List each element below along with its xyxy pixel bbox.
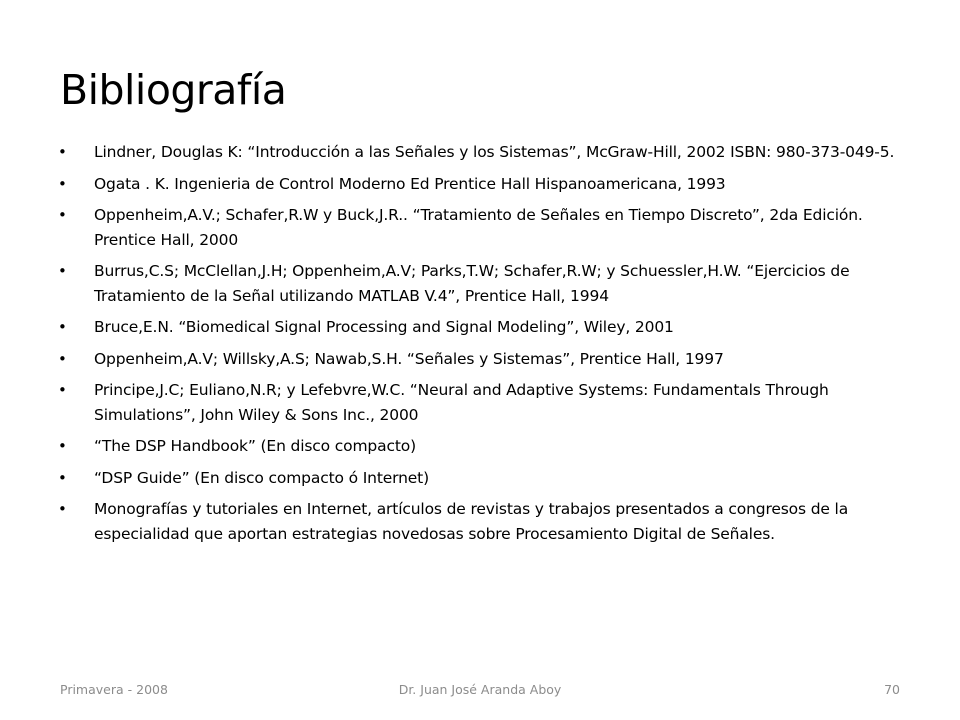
bullet-icon: • bbox=[58, 262, 67, 280]
bullet-icon: • bbox=[58, 381, 67, 399]
reference-text: Monografías y tutoriales en Internet, artículos de revistas y trabajos presentados a congresos de la especialidad que aportan estrategias novedosas sobre Procesamiento Digital de Señales. bbox=[94, 500, 849, 543]
reference-item bbox=[58, 140, 900, 165]
reference-item bbox=[58, 466, 900, 491]
reference-text: Bruce,E.N. “Biomedical Signal Processing and Signal Modeling”, Wiley, 2001 bbox=[94, 318, 674, 336]
reference-text: “The DSP Handbook” (En disco compacto) bbox=[94, 437, 417, 455]
reference-item bbox=[58, 434, 900, 459]
bullet-icon: • bbox=[58, 500, 67, 518]
bullet-icon: • bbox=[58, 318, 67, 336]
reference-text: Oppenheim,A.V; Willsky,A.S; Nawab,S.H. “Señales y Sistemas”, Prentice Hall, 1997 bbox=[94, 349, 724, 368]
footer-date: Primavera - 2008 bbox=[60, 682, 168, 697]
reference-item bbox=[58, 497, 900, 546]
bullet-icon: • bbox=[58, 143, 67, 161]
reference-item bbox=[58, 259, 900, 308]
reference-text: Burrus,C.S; McClellan,J.H; Oppenheim,A.V; Parks,T.W; Schafer,R.W; y Schuessler,H.W. “Ejercicios de Tratamiento de la Señal utilizando MATLAB V.4”, Prentice Hall, 1994 bbox=[94, 262, 850, 305]
bibliography-list bbox=[58, 140, 900, 553]
reference-text: Lindner, Douglas K: “Introducción a las Señales y los Sistemas”, McGraw-Hill, 2002 ISBN: 980-373-049-5. bbox=[94, 143, 895, 161]
slide-title: Bibliografía bbox=[60, 66, 287, 114]
reference-text: Oppenheim,A.V.; Schafer,R.W y Buck,J.R.. “Tratamiento de Señales en Tiempo Discreto”, 2da Edición. Prentice Hall, 2000 bbox=[94, 206, 863, 249]
bullet-icon: • bbox=[58, 437, 67, 455]
bullet-icon: • bbox=[58, 349, 67, 368]
footer-page-number: 70 bbox=[884, 682, 900, 697]
reference-item bbox=[58, 203, 900, 252]
reference-item bbox=[58, 315, 900, 340]
reference-text: Principe,J.C; Euliano,N.R; y Lefebvre,W.C. “Neural and Adaptive Systems: Fundamentals Through Simulations”, John Wiley & Sons Inc., 2000 bbox=[94, 381, 829, 424]
reference-item bbox=[58, 378, 900, 427]
reference-text: “DSP Guide” (En disco compacto ó Internet) bbox=[94, 468, 429, 487]
bullet-icon: • bbox=[58, 206, 67, 224]
footer-author: Dr. Juan José Aranda Aboy bbox=[398, 682, 562, 697]
reference-text: Ogata . K. Ingenieria de Control Moderno Ed Prentice Hall Hispanoamericana, 1993 bbox=[94, 174, 726, 193]
bullet-icon: • bbox=[58, 468, 67, 487]
reference-item bbox=[58, 347, 900, 372]
bullet-icon: • bbox=[58, 174, 67, 193]
reference-item bbox=[58, 172, 900, 197]
